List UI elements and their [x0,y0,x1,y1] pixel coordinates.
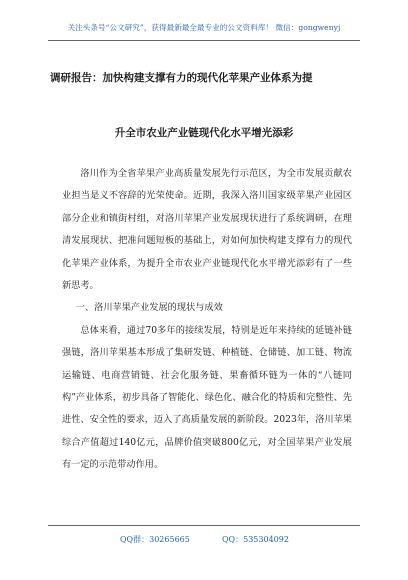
document-title-line-2: 升全市农业产业链现代化水平增光添彩 [114,127,294,139]
document-title-line-1: 调研报告：加快构建支撑有力的现代化苹果产业体系为提 [50,72,313,84]
footer-divider [48,525,360,526]
page-header-banner: 关注头条号“公文研究”，获得最新最全最专业的公文资料库！ 微信：gongwenyj [67,23,341,32]
document-body [62,163,352,477]
body-paragraph: 总体来看，通过70多年的接续发展，特别是近年来持续的延链补链强链，洛川苹果基本形成了集研发链、种植链、仓储链、加工链、物流运输链、电商营销链、社会化服务链、果畜循环链为一体的“八链同构”产业体系，初步具备了智能化、绿色化、融合化的特质和完整性、先进性、安全性的要求，迈入了高质量发展的新阶段。2023年，洛川苹果综合产值超过140亿元，品牌价值突破800亿元，对全国苹果产业发展有一定的示范带动作用。 [62,324,352,471]
header-divider [48,40,360,41]
footer-qq-group: QQ群：30265665 [120,535,190,544]
section-heading: 一、洛川苹果产业发展的现状与成效 [75,302,223,314]
footer-qq-contact: QQ：535304092 [222,535,289,544]
body-paragraph: 洛川作为全省苹果产业高质量发展先行示范区，为全市发展贡献农业担当是义不容辞的光荣使命。近期，我深入洛川国家级苹果产业园区部分企业和镇街村组，对洛川苹果产业发展现状进行了系统调研，在理清发展现状、把准问题短板的基础上，对如何加快构建支撑有力的现代化苹果产业体系，为提升全市农业产业链现代化水平增光添彩有了一些新思考。 [62,168,352,292]
